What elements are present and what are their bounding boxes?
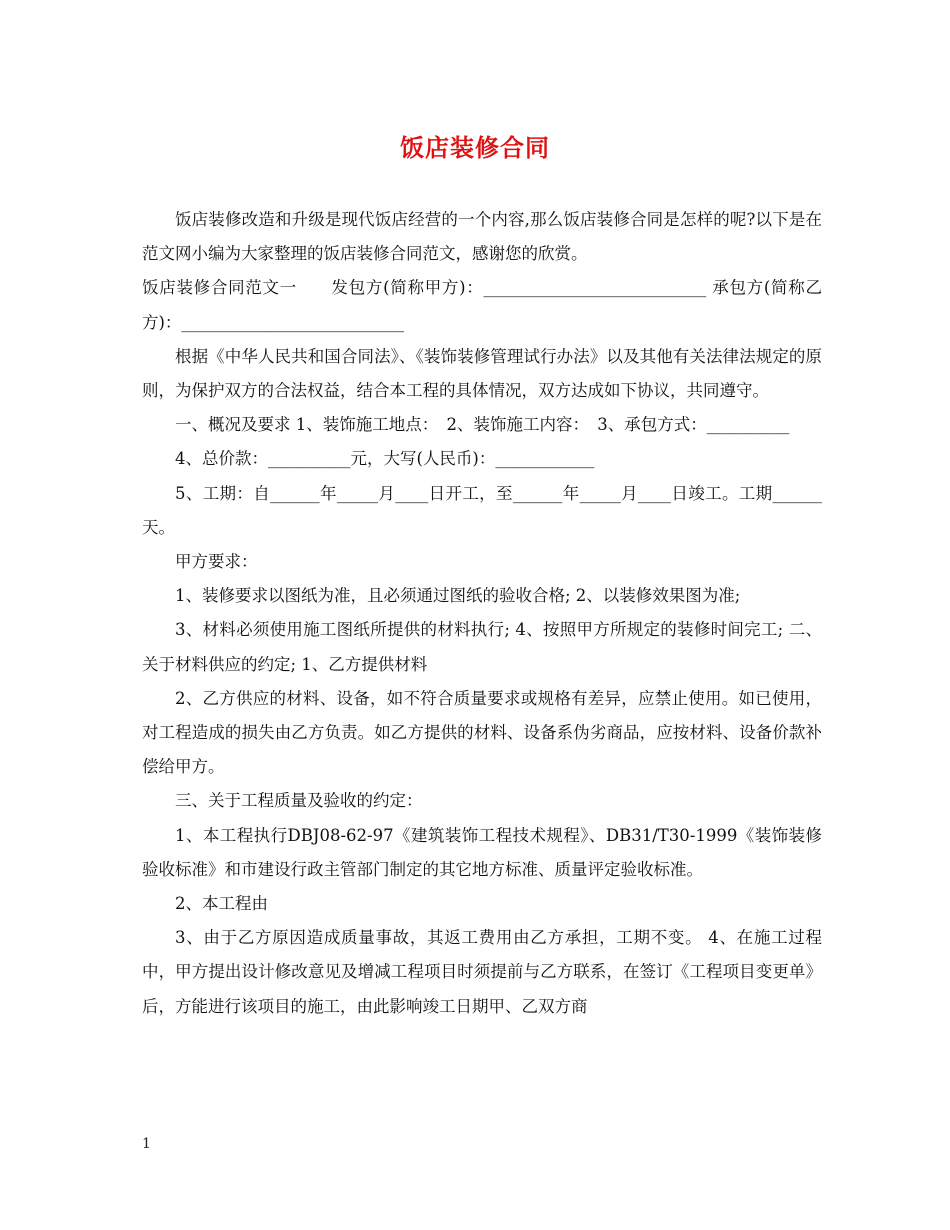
page-number: 1	[142, 1136, 151, 1152]
paragraph-materials: 2、乙方供应的材料、设备，如不符合质量要求或规格有差异，应禁止使用。如已使用，对工程造成的损失由乙方负责。如乙方提供的材料、设备系伪劣商品，应按材料、设备价款补偿给甲方。	[142, 688, 822, 777]
document-body	[142, 203, 822, 1024]
paragraph-total-price: 4、总价款：__________元，大写(人民币)：____________	[175, 449, 595, 469]
document-title: 饭店装修合同	[400, 134, 550, 162]
paragraph-quality-3: 3、由于乙方原因造成质量事故，其返工费用由乙方承担，工期不变。 4、在施工过程中，甲方提出设计修改意见及增减工程项目时须提前与乙方联系，在签订《工程项目变更单》后，方能进行该项目的施工，由此影响竣工日期甲、乙双方商	[142, 928, 822, 1016]
paragraph-parties: 饭店装修合同范文一 发包方(简称甲方)：___________________________ 承包方(简称乙方)：___________________________	[142, 278, 822, 332]
paragraph-quality-1: 1、本工程执行DBJ08-62-97《建筑装饰工程技术规程》、DB31/T30-1999《装饰装修验收标准》和市建设行政主管部门制定的其它地方标准、质量评定验收标准。	[142, 825, 822, 879]
paragraph-basis: 根据《中华人民共和国合同法》、《装饰装修管理试行办法》以及其他有关法律法规定的原则，为保护双方的合法权益，结合本工程的具体情况，双方达成如下协议，共同遵守。	[142, 346, 822, 401]
paragraph-overview: 一、概况及要求 1、装饰施工地点： 2、装饰施工内容： 3、承包方式：__________	[175, 415, 790, 435]
paragraph-quality-2: 2、本工程由	[175, 894, 268, 914]
paragraph-schedule: 5、工期：自______年_____月____日开工，至______年_____月____日竣工。工期______天。	[142, 483, 822, 537]
paragraph-intro: 饭店装修改造和升级是现代饭店经营的一个内容,那么饭店装修合同是怎样的呢?以下是在范文网小编为大家整理的饭店装修合同范文，感谢您的欣赏。	[142, 210, 822, 264]
paragraph-req-1: 1、装修要求以图纸为准，且必须通过图纸的验收合格; 2、以装修效果图为准;	[175, 586, 741, 606]
paragraph-quality-heading: 三、关于工程质量及验收的约定：	[175, 791, 423, 811]
paragraph-req-3: 3、材料必须使用施工图纸所提供的材料执行; 4、按照甲方所规定的装修时间完工; 二、关于材料供应的约定; 1、乙方提供材料	[142, 620, 822, 674]
paragraph-party-a-requirements: 甲方要求：	[175, 552, 258, 572]
